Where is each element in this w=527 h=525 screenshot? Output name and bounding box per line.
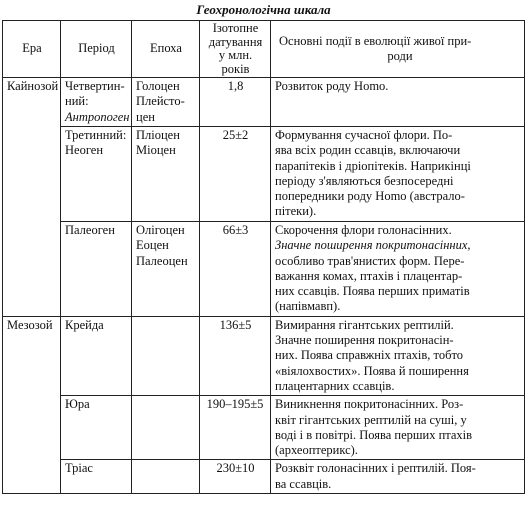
dating-cell: 1,8 [200,78,271,127]
table-row [3,222,525,317]
events-line: Вимирання гігантських рептилій. [275,317,454,332]
epoch-line: Голоцен [136,79,180,93]
epoch-cell [132,460,200,494]
events-line: особливо трав'янистих форм. Пере- [275,253,465,268]
table-row [3,127,525,222]
header-dating [200,21,271,78]
period-line: Неоген [65,143,104,158]
header-era: Ера [3,21,61,78]
events-line: пітеки). [275,204,317,219]
dating-cell: 66±3 [200,222,271,317]
header-period: Період [61,21,132,78]
epoch-line: цен [136,109,155,124]
events-cell [271,222,525,317]
events-line: Розвиток роду Homo. [275,79,389,93]
period-cell [61,316,132,395]
events-cell [271,127,525,222]
epoch-cell [132,127,200,222]
events-line: воді і в повітрі. Поява перших птахів [275,427,473,442]
period-cell [61,460,132,494]
events-line: них. Поява справжніх птахів, тобто [275,348,464,363]
events-cell [271,78,525,127]
period-line: Юра [65,397,90,412]
events-line: важання комах, птахів і плацентар- [275,268,463,283]
period-line: Антропоген [65,109,130,124]
dating-cell: 230±10 [200,460,271,494]
events-line: квіт гігантських рептилій на суші, у [275,412,467,427]
events-cell [271,316,525,395]
period-cell [61,396,132,460]
period-line: Тріас [65,461,93,476]
table-row [3,316,525,395]
period-line: Палеоген [65,223,115,237]
epoch-line: Пліоцен [136,128,180,142]
events-line: парапітеків і дріопітеків. Наприкінці [275,158,471,173]
events-line: Значне поширення покритонасін- [275,333,454,348]
events-cell [271,396,525,460]
period-cell [61,78,132,127]
header-events-line: Основні події в еволюції живої при- [279,33,472,48]
dating-cell: 25±2 [200,127,271,222]
events-line: них ссавців. Поява перших приматів [275,284,470,299]
header-dating-line: років [221,61,250,76]
events-line: ява всіх родин ссавців, включаючи [275,143,461,158]
events-line: попередники роду Homo (австрало- [275,189,465,204]
epoch-line: Еоцен [136,238,169,253]
epoch-cell [132,316,200,395]
period-line: ний: [65,94,89,109]
period-line: Третинний: [65,128,127,142]
table-row [3,460,525,494]
epoch-line: Міоцен [136,143,176,158]
header-dating-line: датування [208,34,263,49]
era-cell: Кайнозой [3,78,61,317]
epoch-line: Палеоцен [136,253,188,268]
dating-cell: 190–195±5 [200,396,271,460]
events-line: Значне поширення покритонасінних, [275,238,471,253]
events-line: Розквіт голонасінних і рептилій. Поя- [275,461,476,476]
events-line: Формування сучасної флори. По- [275,128,453,142]
events-line: Скорочення флори голонасінних. [275,223,452,237]
header-epoch: Епоха [132,21,200,78]
events-line: ва ссавців. [275,476,332,491]
header-events [271,21,525,78]
epoch-cell [132,78,200,127]
events-line: плацентарних ссавців. [275,378,395,393]
header-events-line: роди [387,49,413,63]
era-cell: Мезозой [3,316,61,494]
header-row [3,21,525,78]
events-line: періоду з'являються безпосередні [275,173,454,188]
table-row [3,396,525,460]
epoch-cell [132,222,200,317]
events-line: Виникнення покритонасінних. Роз- [275,397,464,412]
events-line: «віялохвостих». Поява й поширення [275,363,469,378]
geochronological-table [2,20,525,494]
epoch-cell [132,396,200,460]
header-dating-line: у млн. [218,48,253,62]
events-line: (напівмавп). [275,299,341,314]
header-dating-line: Ізотопне [212,21,259,35]
epoch-line: Плейсто- [136,94,185,109]
period-line: Четвертин- [65,79,125,93]
epoch-line: Олігоцен [136,223,185,237]
period-line: Крейда [65,317,104,332]
table-title: Геохронологічна шкала [196,2,331,17]
period-cell [61,222,132,317]
events-cell [271,460,525,494]
table-row [3,78,525,127]
events-line: (археоптерикс). [275,443,358,458]
period-cell [61,127,132,222]
dating-cell: 136±5 [200,316,271,395]
